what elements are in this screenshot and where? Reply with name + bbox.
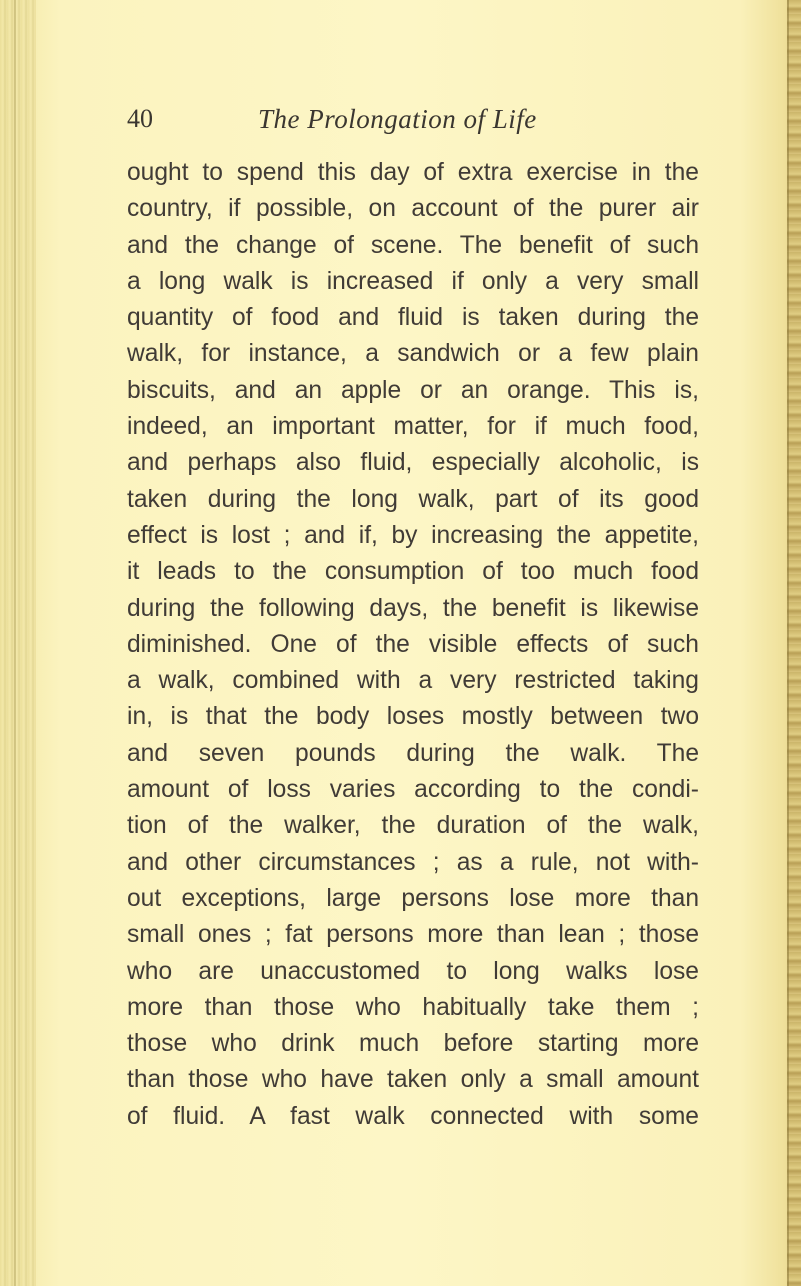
text-line: amount of loss varies according to the condi-	[127, 776, 699, 804]
text-line: who are unaccustomed to long walks lose	[127, 957, 699, 985]
text-line: than those who have taken only a small amount	[127, 1066, 699, 1094]
text-line: of fluid. A fast walk connected with some	[127, 1102, 699, 1130]
text-line: in, is that the body loses mostly between two	[127, 703, 699, 731]
text-line: and seven pounds during the walk. The	[127, 739, 699, 767]
body-text	[127, 155, 699, 1135]
text-line: and the change of scene. The benefit of such	[127, 231, 699, 259]
binding-gutter	[0, 0, 36, 1286]
page-edge	[787, 0, 801, 1286]
text-line: indeed, an important matter, for if much food,	[127, 413, 699, 441]
text-line: out exceptions, large persons lose more than	[127, 884, 699, 912]
text-line: taken during the long walk, part of its good	[127, 485, 699, 513]
text-line: it leads to the consumption of too much food	[127, 558, 699, 586]
page-number: 40	[127, 104, 153, 133]
text-line: and other circumstances ; as a rule, not with-	[127, 848, 699, 876]
running-title: The Prolongation of Life	[258, 104, 537, 134]
running-header	[127, 104, 697, 140]
text-line: tion of the walker, the duration of the walk,	[127, 812, 699, 840]
text-line: country, if possible, on account of the purer air	[127, 195, 699, 223]
page-edge-line	[787, 0, 789, 1286]
text-line: a walk, combined with a very restricted taking	[127, 667, 699, 695]
binding-gutter-line	[14, 0, 16, 1286]
text-line: effect is lost ; and if, by increasing the appetite,	[127, 521, 699, 549]
text-line: and perhaps also fluid, especially alcoholic, is	[127, 449, 699, 477]
text-line: during the following days, the benefit is likewise	[127, 594, 699, 622]
text-line: biscuits, and an apple or an orange. This is,	[127, 376, 699, 404]
text-line: more than those who habitually take them ;	[127, 993, 699, 1021]
text-line: walk, for instance, a sandwich or a few plain	[127, 340, 699, 368]
text-line: small ones ; fat persons more than lean ; those	[127, 921, 699, 949]
text-line: diminished. One of the visible effects of such	[127, 630, 699, 658]
text-line: ought to spend this day of extra exercise in the	[127, 159, 699, 186]
text-line: quantity of food and fluid is taken during the	[127, 304, 699, 332]
text-line: a long walk is increased if only a very small	[127, 267, 699, 295]
text-line: those who drink much before starting more	[127, 1030, 699, 1058]
